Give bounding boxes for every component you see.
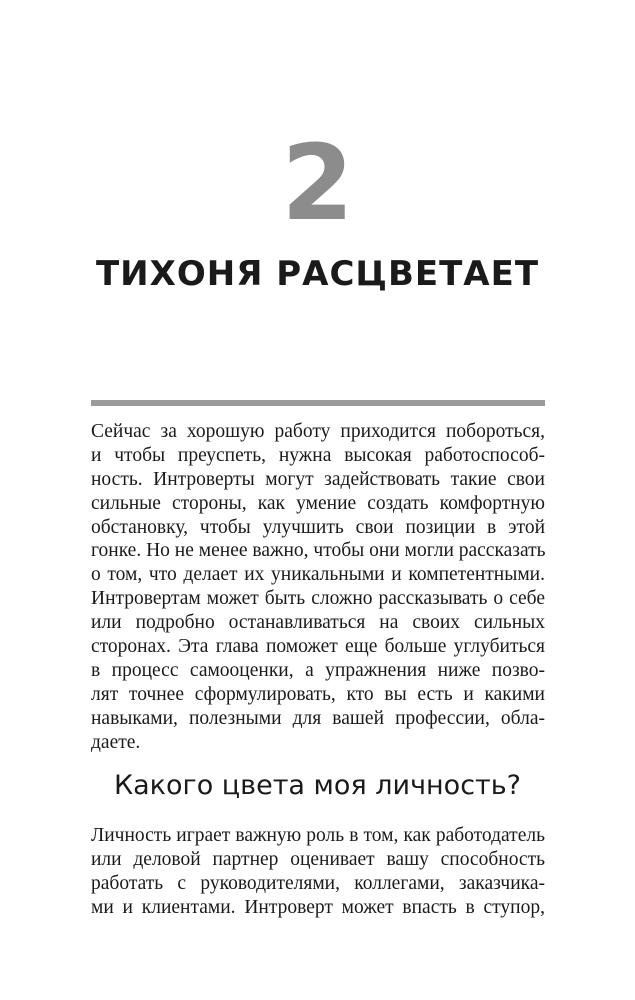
divider-rule [91,400,545,406]
paragraph-line: даете. [91,731,141,753]
paragraph-line: работать с руководителями, коллегами, заказчика- [91,872,545,894]
intro-paragraph [91,420,545,754]
paragraph-line: Сейчас за хорошую работу приходится побороться, [91,421,545,442]
paragraph-line: о том, что делает их уникальными и компетентными. [91,564,545,586]
paragraph-line: сильные стороны, как умение создать комфортную [91,492,545,514]
paragraph-line: и чтобы преуспеть, нужна высокая работоспособ- [91,444,545,466]
paragraph-line: ми и клиентами. Интроверт может впасть в ступор, [91,896,545,918]
paragraph-line: обстановку, чтобы улучшить свои позиции в этой [91,516,545,538]
paragraph-line: сторонах. Эта глава поможет еще больше углубиться [91,636,545,658]
paragraph-line: ность. Интроверты могут задействовать такие свои [91,468,545,490]
paragraph-line: или подробно останавливаться на своих сильных [91,612,545,634]
paragraph-line: навыками, полезными для вашей профессии, обла- [91,707,545,729]
section-paragraph [91,824,545,920]
section-heading: Какого цвета моя личность? [113,770,522,801]
paragraph-line: лят точнее сформулировать, кто вы есть и какими [91,683,545,705]
paragraph-line: в процесс самооценки, а упражнения ниже позво- [91,659,545,681]
paragraph-line: Личность играет важную роль в том, как работодатель [91,825,545,846]
chapter-title: ТИХОНЯ РАСЦВЕТАЕТ [95,254,540,294]
paragraph-line: Интровертам может быть сложно рассказывать о себе [91,588,545,610]
paragraph-line: или деловой партнер оценивает вашу способность [91,848,545,870]
paragraph-line: гонке. Но не менее важно, чтобы они могли рассказать [91,540,546,562]
chapter-number: 2 [281,122,354,244]
